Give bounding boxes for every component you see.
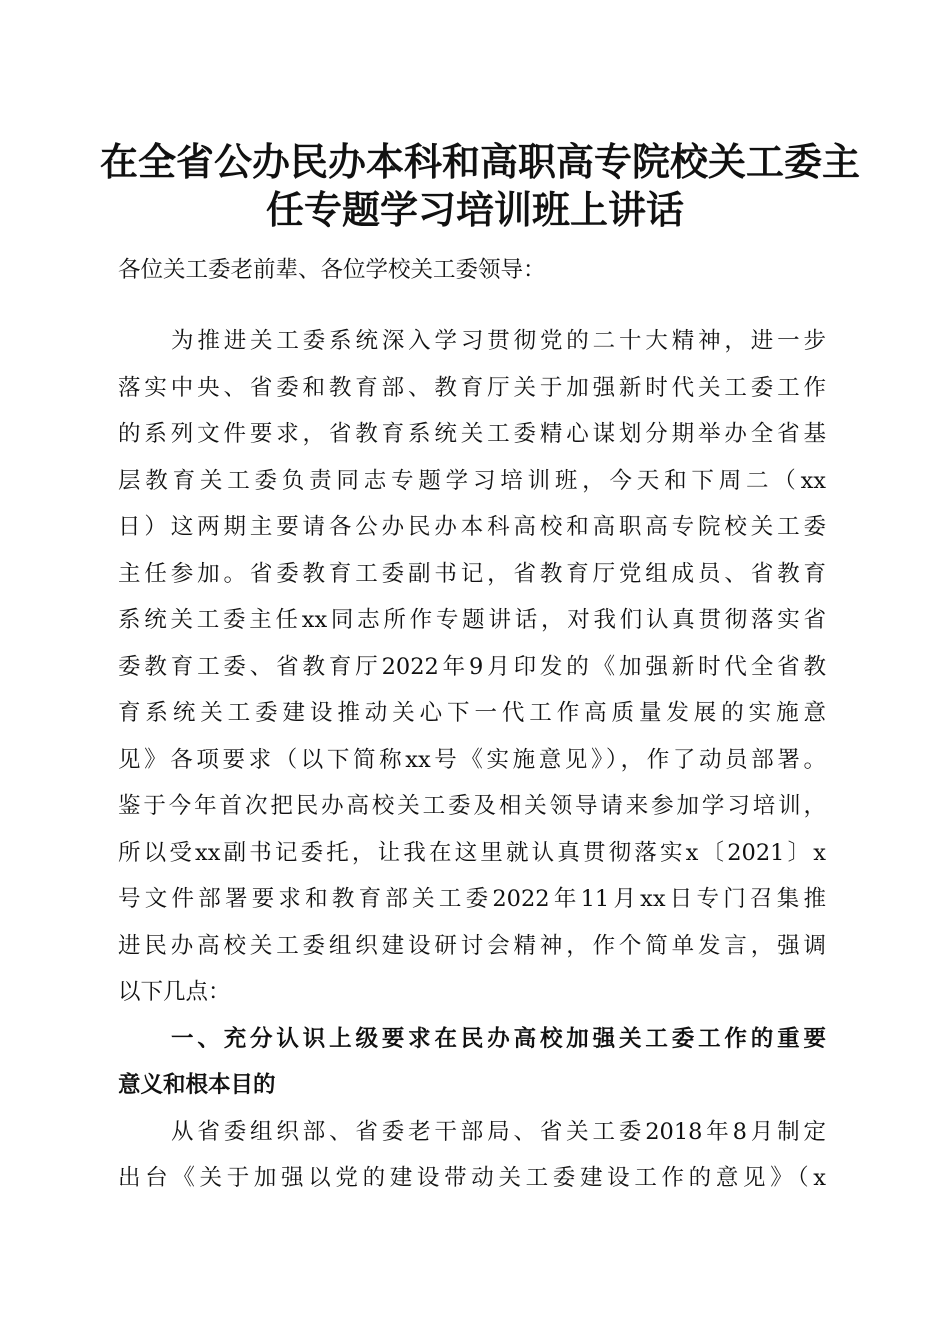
paragraph-line: 见》各项要求（以下简称xx号《实施意见》），作了动员部署。 [118,747,826,773]
paragraph-line: 为推进关工委系统深入学习贯彻党的二十大精神，进一步 [171,328,826,354]
paragraph-line: 的系列文件要求，省教育系统关工委精心谋划分期举办全省基 [118,421,826,447]
paragraph-line: 委教育工委、省教育厅2022年9月印发的《加强新时代全省教 [118,654,826,680]
salutation: 各位关工委老前辈、各位学校关工委领导： [118,257,546,283]
paragraph-line: 所以受xx副书记委托，让我在这里就认真贯彻落实x〔2021〕x [118,840,826,866]
paragraph-line: 号文件部署要求和教育部关工委2022年11月xx日专门召集推 [118,886,826,912]
paragraph-line: 主任参加。省委教育工委副书记，省教育厅党组成员、省教育 [118,561,826,587]
document-title-line-2: 任专题学习培训班上讲话 [265,187,684,232]
section-heading-line: 一、充分认识上级要求在民办高校加强关工委工作的重要 [171,1026,826,1052]
paragraph-line: 落实中央、省委和教育部、教育厅关于加强新时代关工委工作 [118,375,826,401]
paragraph-line: 日）这两期主要请各公办民办本科高校和高职高专院校关工委 [118,514,826,540]
paragraph-line: 系统关工委主任xx同志所作专题讲话，对我们认真贯彻落实省 [118,607,826,633]
paragraph-line: 层教育关工委负责同志专题学习培训班，今天和下周二（xx [118,468,826,494]
paragraph-line: 出台《关于加强以党的建设带动关工委建设工作的意见》（x [118,1165,826,1191]
section-heading-line: 意义和根本目的 [118,1072,276,1098]
paragraph-line: 育系统关工委建设推动关心下一代工作高质量发展的实施意 [118,700,826,726]
paragraph-line: 进民办高校关工委组织建设研讨会精神，作个简单发言，强调 [118,933,826,959]
paragraph-line: 以下几点： [118,979,231,1005]
paragraph-line: 从省委组织部、省委老干部局、省关工委2018年8月制定 [171,1119,826,1145]
paragraph-line: 鉴于今年首次把民办高校关工委及相关领导请来参加学习培训， [118,793,826,819]
document-title-line-1: 在全省公办民办本科和高职高专院校关工委主 [100,139,861,184]
